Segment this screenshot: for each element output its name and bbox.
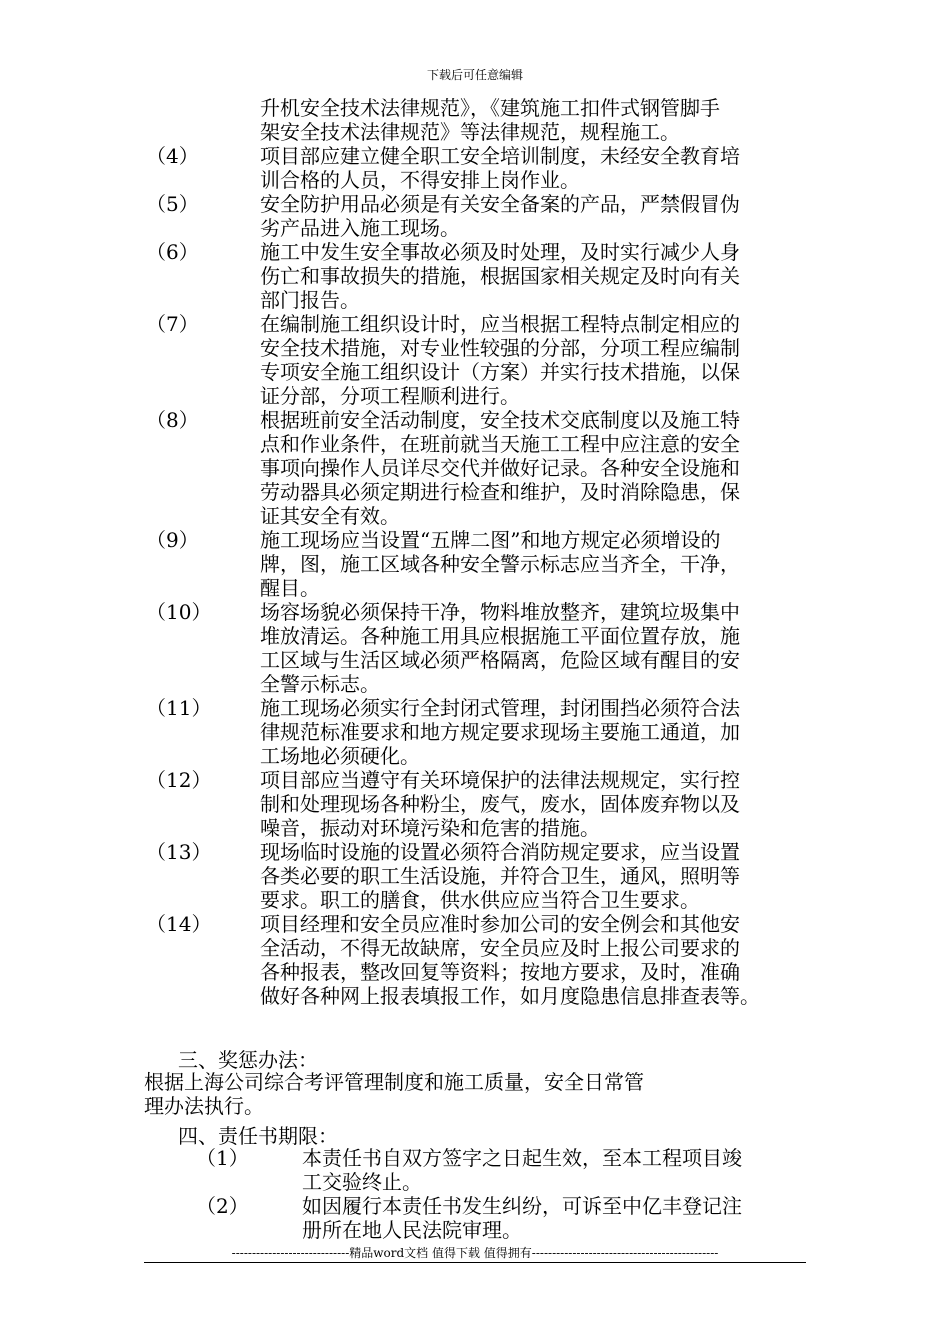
item-number: （7） [146,312,199,336]
section-heading-term: 四、责任书期限： [178,1124,338,1148]
list-item [0,696,950,768]
item-text: 项目经理和安全员应准时参加公司的安全例会和其他安 全活动，不得无故缺席，安全员应及时上报公司要求的 各种报表，整改回复等资料；按地方要求，及时，准确 做好各种网上报表填报工作，如月度隐患信息排查表等。 [260,912,760,1008]
responsibility-list [0,96,950,1008]
list-item [0,312,950,408]
term-item [0,1146,950,1194]
list-item [0,144,950,192]
item-number: （10） [146,600,212,624]
item-number: （13） [146,840,212,864]
term-item-text: 本责任书自双方签字之日起生效，至本工程项目竣 工交验终止。 [302,1146,742,1194]
list-item [0,96,950,144]
item-text: 升机安全技术法律规范》，《建筑施工扣件式钢管脚手 架安全技术法律规范》等法律规范，规程施工。 [260,96,720,144]
list-item [0,768,950,840]
item-text: 施工现场必须实行全封闭式管理，封闭围挡必须符合法 律规范标准要求和地方规定要求现场主要施工通道，加 工场地必须硬化。 [260,696,740,768]
item-text: 现场临时设施的设置必须符合消防规定要求，应当设置 各类必要的职工生活设施，并符合卫生，通风，照明等 要求。职工的膳食，供水供应应当符合卫生要求。 [260,840,740,912]
list-item [0,600,950,696]
list-item [0,912,950,1008]
item-number: （5） [146,192,199,216]
item-number: （8） [146,408,199,432]
term-item-number: （2） [196,1194,249,1218]
item-number: （12） [146,768,212,792]
list-item [0,408,950,528]
item-number: （4） [146,144,199,168]
item-number: （11） [146,696,212,720]
item-text: 安全防护用品必须是有关安全备案的产品，严禁假冒伪 劣产品进入施工现场。 [260,192,740,240]
section-paragraph-rewards: 根据上海公司综合考评管理制度和施工质量，安全日常管 理办法执行。 [144,1070,644,1118]
item-text: 在编制施工组织设计时，应当根据工程特点制定相应的 安全技术措施，对专业性较强的分部，分项工程应编制 专项安全施工组织设计（方案）并实行技术措施，以保 证分部，分项工程顺利进行。 [260,312,740,408]
item-number: （14） [146,912,212,936]
list-item [0,528,950,600]
term-item-text: 如因履行本责任书发生纠纷，可诉至中亿丰登记注 册所在地人民法院审理。 [302,1194,742,1242]
item-text: 根据班前安全活动制度，安全技术交底制度以及施工特 点和作业条件，在班前就当天施工工程中应注意的安全 事项向操作人员详尽交代并做好记录。各种安全设施和 劳动器具必须定期进行检查和维护，及时消除隐患，保 证其安全有效。 [260,408,740,528]
section-heading-rewards: 三、奖惩办法： [178,1048,318,1072]
term-item-number: （1） [196,1146,249,1170]
item-text: 施工现场应当设置“五牌二图”和地方规定必须增设的 牌，图，施工区域各种安全警示标志应当齐全，干净， 醒目。 [260,528,740,600]
item-text: 项目部应当遵守有关环境保护的法律法规规定，实行控 制和处理现场各种粉尘，废气，废水，固体废弃物以及 噪音，振动对环境污染和危害的措施。 [260,768,740,840]
list-item [0,192,950,240]
footer-note: -----------------------------精品word文档 值得下载 值得拥有---------------------------------------------- [231,1246,719,1260]
item-text: 施工中发生安全事故必须及时处理，及时实行减少人身 伤亡和事故损失的措施，根据国家相关规定及时向有关 部门报告。 [260,240,740,312]
header-note: 下载后可任意编辑 [426,68,523,82]
item-number: （9） [146,528,199,552]
term-item [0,1194,950,1242]
list-item [0,240,950,312]
item-number: （6） [146,240,199,264]
list-item [0,840,950,912]
item-text: 场容场貌必须保持干净，物料堆放整齐，建筑垃圾集中 堆放清运。各种施工用具应根据施工平面位置存放，施 工区域与生活区域必须严格隔离，危险区域有醒目的安 全警示标志。 [260,600,740,696]
item-text: 项目部应建立健全职工安全培训制度，未经安全教育培 训合格的人员，不得安排上岗作业。 [260,144,740,192]
footer-divider [144,1262,806,1263]
